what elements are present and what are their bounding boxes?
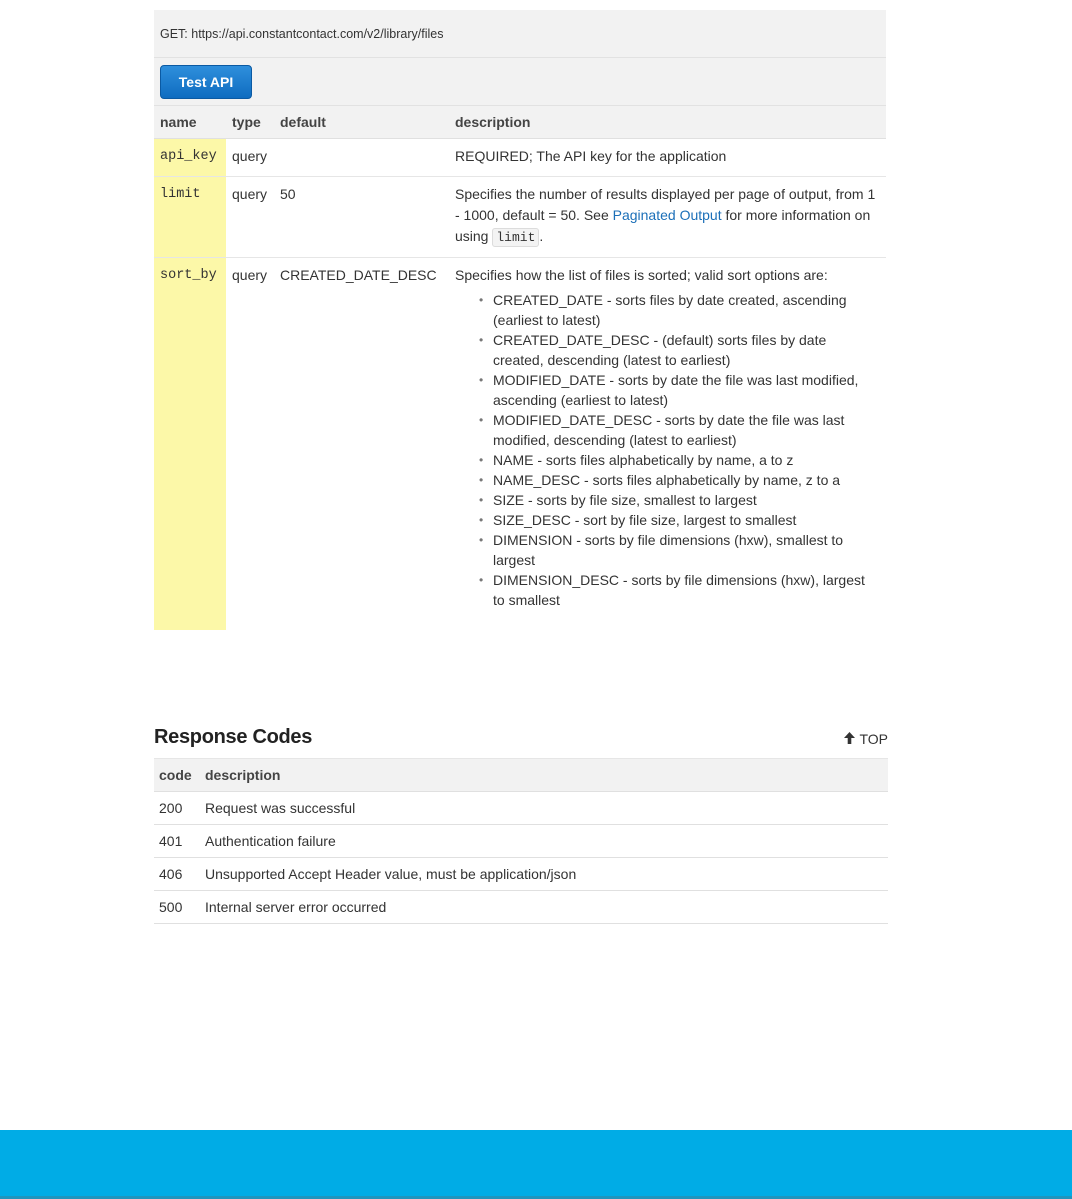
list-item: • SIZE - sorts by file size, smallest to largest [493, 490, 880, 510]
param-name: limit [154, 177, 226, 258]
arrow-up-icon [844, 732, 855, 747]
parameters-header-row [154, 106, 886, 139]
top-link-label: TOP [859, 731, 888, 747]
sort-options-list [455, 290, 880, 610]
test-api-button[interactable]: Test API [160, 65, 252, 99]
top-link[interactable] [844, 731, 888, 747]
footer-bar [0, 1130, 1072, 1199]
list-item: • NAME - sorts files alphabetically by name, a to z [493, 450, 880, 470]
list-item: • DIMENSION_DESC - sorts by file dimensions (hxw), largest to smallest [493, 570, 880, 610]
description-text: Specifies the number of results displayed per page of output, from 1 - 1000, default = 50. See [455, 186, 876, 223]
status-description: Unsupported Accept Header value, must be application/json [200, 858, 888, 891]
status-code: 401 [154, 825, 200, 858]
description-text: . [539, 228, 544, 244]
api-request-panel [154, 10, 886, 630]
description-text: Specifies how the list of files is sorted; valid sort options are: [455, 267, 828, 283]
param-type: query [226, 139, 274, 177]
section-title: Response Codes [154, 726, 313, 748]
param-default: 50 [274, 177, 449, 258]
list-item: • CREATED_DATE_DESC - (default) sorts files by date created, descending (latest to earliest) [493, 330, 880, 370]
param-type: query [232, 267, 268, 283]
list-item: • CREATED_DATE - sorts files by date created, ascending (earliest to latest) [493, 290, 880, 330]
codes-header-row [154, 759, 888, 792]
status-code: 406 [154, 858, 200, 891]
endpoint-row [154, 10, 886, 58]
paginated-output-link[interactable]: Paginated Output [612, 207, 722, 223]
response-codes-table [154, 758, 888, 924]
param-description [449, 258, 886, 631]
param-description: REQUIRED; The API key for the application [449, 139, 886, 177]
param-row-sort-by [154, 258, 886, 631]
col-header-name: name [154, 106, 226, 139]
endpoint-url: GET: https://api.constantcontact.com/v2/library/files [160, 27, 444, 41]
table-row [154, 825, 888, 858]
param-name: sort_by [154, 258, 226, 631]
param-default: CREATED_DATE_DESC [280, 267, 437, 283]
param-default [274, 139, 449, 177]
inline-code: limit [492, 228, 539, 247]
col-header-default: default [274, 106, 449, 139]
list-item: • MODIFIED_DATE - sorts by date the file was last modified, ascending (earliest to latest) [493, 370, 880, 410]
param-row-api-key [154, 139, 886, 177]
col-header-description: description [449, 106, 886, 139]
param-row-limit [154, 177, 886, 258]
table-row [154, 891, 888, 924]
description-text: for more information on using [455, 207, 871, 244]
param-type: query [226, 177, 274, 258]
response-codes-header [154, 726, 888, 758]
col-header-description: description [200, 759, 888, 792]
list-item: • SIZE_DESC - sort by file size, largest to smallest [493, 510, 880, 530]
param-name: api_key [154, 139, 226, 177]
table-row [154, 792, 888, 825]
list-item: • MODIFIED_DATE_DESC - sorts by date the file was last modified, descending (latest to earliest) [493, 410, 880, 450]
status-description: Internal server error occurred [200, 891, 888, 924]
col-header-type: type [226, 106, 274, 139]
test-api-row [154, 58, 886, 106]
parameters-table [154, 106, 886, 630]
status-code: 500 [154, 891, 200, 924]
col-header-code: code [154, 759, 200, 792]
status-description: Authentication failure [200, 825, 888, 858]
param-description [449, 177, 886, 258]
list-item: • NAME_DESC - sorts files alphabetically by name, z to a [493, 470, 880, 490]
list-item: • DIMENSION - sorts by file dimensions (hxw), smallest to largest [493, 530, 880, 570]
table-row [154, 858, 888, 891]
status-description: Request was successful [200, 792, 888, 825]
status-code: 200 [154, 792, 200, 825]
response-codes-section [154, 726, 888, 924]
